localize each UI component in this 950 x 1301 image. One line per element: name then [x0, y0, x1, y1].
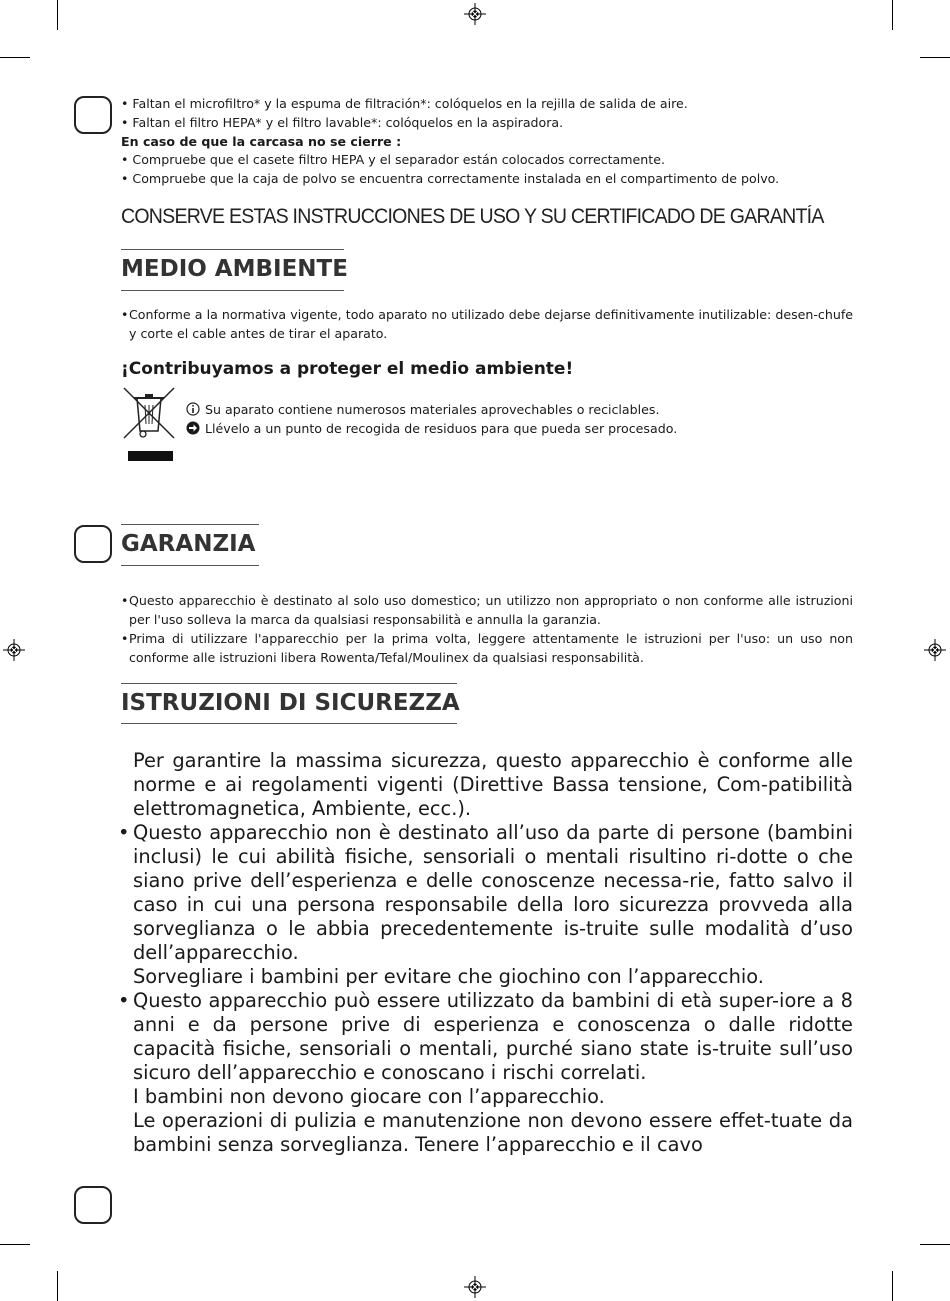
crop-mark	[892, 1271, 893, 1301]
conserve-instructions-heading: CONSERVE ESTAS INSTRUCCIONES DE USO Y SU CERTIFICADO DE GARANTÍA	[121, 205, 824, 228]
crop-mark	[57, 1271, 58, 1301]
spanish-line: • Compruebe que la caja de polvo se encuentra correctamente instalada en el compartimento de polvo.	[121, 171, 780, 186]
divider	[121, 683, 457, 684]
crossed-out-wheelie-bin-icon	[121, 386, 177, 464]
sicurezza-bullet: Questo apparecchio può essere utilizzato da bambini di età super-iore a 8 anni e da persone prive di esperienza e conoscenza o dalle ridotte capacità fisiche, sensoriali o mentali, purché siano state is-truite sull’uso sicuro dell’apparecchio e conoscano i rischi correlati.	[133, 989, 853, 1084]
registration-mark-icon	[464, 3, 486, 25]
divider	[121, 565, 259, 566]
bullet: •	[121, 593, 129, 608]
eco-heading: ¡Contribuyamos a proteger el medio ambiente!	[121, 359, 574, 379]
crop-mark	[0, 57, 30, 58]
case-heading: En caso de que la carcasa no se cierre :	[121, 134, 402, 149]
info-icon	[186, 402, 200, 416]
divider	[121, 524, 259, 525]
eco-line-collection	[186, 419, 677, 438]
registration-mark-icon	[464, 1276, 486, 1298]
medio-ambiente-text: Conforme a la normativa vigente, todo aparato no utilizado debe dejarse definitivamente inutilizable: desen-chufe y corte el cable antes de tirar el aparato.	[129, 307, 853, 341]
eco-line-text: Su aparato contiene numerosos materiales aprovechables o reciclables.	[205, 402, 660, 417]
garanzia-title: GARANZIA	[121, 531, 256, 557]
registration-mark-icon	[924, 639, 946, 661]
language-tab-box	[74, 96, 112, 134]
divider	[121, 249, 344, 250]
sicurezza-note: Le operazioni di pulizia e manutenzione non devono essere effet-tuate da bambini senza sorveglianza. Tenere l’apparecchio e il cavo	[133, 1109, 853, 1156]
crop-mark	[57, 0, 58, 30]
bullet: •	[121, 307, 129, 322]
sicurezza-bullet: Questo apparecchio non è destinato all’uso da parte di persone (bambini inclusi) le cui abilità fisiche, sensoriali o mentali risultino ri-dotte o che siano prive dell’esperienza e delle conoscenze necessa-rie, fatto salvo il caso in cui una persona responsabile della loro sicurezza provveda alla sorveglianza o le abbia precedentemente is-truite sulle modalità d’uso dell’apparecchio.	[133, 821, 853, 964]
medio-ambiente-title: MEDIO AMBIENTE	[121, 256, 348, 282]
registration-mark-icon	[3, 639, 25, 661]
eco-line-text: Llévelo a un punto de recogida de residuos para que pueda ser procesado.	[205, 421, 678, 436]
garanzia-bullet: Prima di utilizzare l'apparecchio per la prima volta, leggere attentamente le istruzioni per l'uso: un uso non conforme alle istruzioni libera Rowenta/Tefal/Moulinex da qualsiasi responsabilità.	[129, 631, 853, 665]
bullet: •	[121, 631, 129, 646]
crop-mark	[892, 0, 893, 30]
divider	[121, 290, 344, 291]
sicurezza-intro: Per garantire la massima sicurezza, questo apparecchio è conforme alle norme e ai regolamenti vigenti (Direttive Bassa tensione, Com-patibilità elettromagnetica, Ambiente, ecc.).	[133, 749, 853, 820]
arrow-right-icon	[186, 421, 200, 435]
bullet: •	[118, 821, 130, 844]
eco-line-recyclable	[186, 400, 659, 419]
spanish-line: • Faltan el microfiltro* y la espuma de filtración*: colóquelos en la rejilla de salida de aire.	[121, 96, 688, 111]
page-number-box	[74, 1186, 112, 1224]
sicurezza-note: Sorvegliare i bambini per evitare che giochino con l’apparecchio.	[133, 965, 764, 988]
sicurezza-title: ISTRUZIONI DI SICUREZZA	[121, 690, 460, 716]
bullet: •	[118, 989, 130, 1012]
divider	[121, 723, 457, 724]
spanish-line: • Faltan el filtro HEPA* y el filtro lavable*: colóquelos en la aspiradora.	[121, 115, 564, 130]
crop-mark	[920, 1244, 950, 1245]
sicurezza-note: I bambini non devono giocare con l’apparecchio.	[133, 1085, 605, 1108]
garanzia-bullet: Questo apparecchio è destinato al solo uso domestico; un utilizzo non appropriato o non conforme alle istruzioni per l'uso solleva la marca da qualsiasi responsabilità e annulla la garanzia.	[129, 593, 853, 627]
spanish-line: • Compruebe que el casete filtro HEPA y el separador están colocados correctamente.	[121, 152, 665, 167]
language-tab-box	[74, 525, 112, 563]
crop-mark	[0, 1244, 30, 1245]
crop-mark	[920, 57, 950, 58]
